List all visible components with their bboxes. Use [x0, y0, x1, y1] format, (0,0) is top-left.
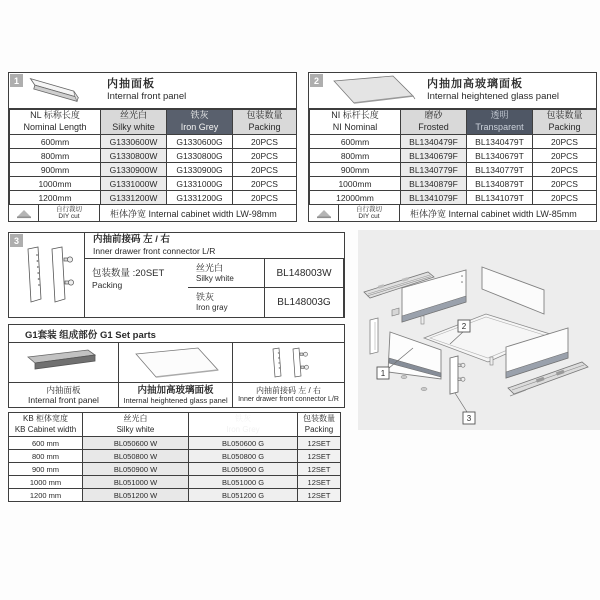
- col-header-transparent: 透明 Transparent: [467, 110, 533, 135]
- g1-set-parts-title: G1套装 组成部份 G1 Set parts: [9, 325, 344, 343]
- exploded-assembly-diagram: [358, 230, 600, 430]
- connector-small-icon: [266, 345, 312, 381]
- cell-packing: 12SET: [298, 463, 341, 476]
- section3-title: 内抽前接码 左 / 右 Inner drawer front connector L/R: [85, 233, 344, 259]
- cell-code-grey: G1330900G: [167, 163, 233, 177]
- section-front-connector: [8, 232, 345, 318]
- cell-code-white: BL050900 W: [83, 463, 189, 476]
- section2-table: [309, 109, 597, 205]
- col-header-packing: 包装数量 Packing: [533, 110, 597, 135]
- cell-code-frosted: BL1340779F: [401, 163, 467, 177]
- cell-packing: 20PCS: [233, 135, 297, 149]
- section1-table: [9, 109, 297, 205]
- part-caption: 内抽面板 Internal front panel: [9, 382, 119, 407]
- diagram-label-3: 3: [466, 414, 472, 423]
- glass-panel-outline-icon: [126, 346, 226, 380]
- table-row: [310, 177, 597, 191]
- diy-cut-icon: [309, 205, 339, 221]
- cell-length: 1000mm: [310, 177, 401, 191]
- cell-code: BL148003W: [265, 259, 344, 288]
- cell-code-frosted: BL1341079F: [401, 191, 467, 205]
- g1-set-parts: [8, 324, 345, 408]
- part-caption: 内抽前接码 左 / 右 Inner drawer front connector L/R: [233, 382, 344, 407]
- kb-cabinet-width-table: [8, 412, 340, 503]
- glass-panel-icon: [327, 74, 419, 107]
- part-image-glass-panel: [119, 343, 233, 382]
- section1-header-row: [10, 110, 297, 135]
- table-row: [10, 191, 297, 205]
- cell-code-white: BL051000 W: [83, 476, 189, 489]
- connector-image: [9, 233, 85, 317]
- cell-code-grey: BL051000 G: [189, 476, 298, 489]
- cell-length: 1200mm: [10, 191, 101, 205]
- cell-code-transparent: BL1341079T: [467, 191, 533, 205]
- table-row: [310, 191, 597, 205]
- cabinet-width-note: 柜体净宽 Internal cabinet width LW-98mm: [110, 208, 277, 219]
- cell-width: 600 mm: [9, 437, 83, 450]
- section-heightened-glass-panel: [308, 72, 597, 222]
- cell-length: 600mm: [10, 135, 101, 149]
- table-row: [10, 163, 297, 177]
- cell-packing: 12SET: [298, 476, 341, 489]
- finish-label-silky-white: 丝光白 Silky white: [188, 259, 265, 288]
- cell-code-white: G1330800W: [101, 149, 167, 163]
- diy-cut-icon: [9, 205, 39, 221]
- section2-title-row: [309, 73, 596, 109]
- section1-title-row: [9, 73, 296, 109]
- cell-width: 1200 mm: [9, 489, 83, 502]
- cell-packing: 20PCS: [533, 177, 597, 191]
- section1-title-cn: 内抽面板: [107, 77, 155, 90]
- diagram-label-1: 1: [380, 369, 386, 378]
- cell-width: 800 mm: [9, 450, 83, 463]
- col-header-nominal: NI 标杆长度 NI Nominal: [310, 110, 401, 135]
- section2-footer: [309, 205, 596, 221]
- finish-label-iron-gray: 铁灰 Iron gray: [188, 288, 265, 317]
- part-image-front-panel: [9, 343, 119, 382]
- bottom-header-row: [9, 413, 341, 437]
- section-number-badge: 2: [310, 74, 323, 87]
- cell-width: 900 mm: [9, 463, 83, 476]
- cell-code-grey: G1331000G: [167, 177, 233, 191]
- cell-packing: 20PCS: [233, 177, 297, 191]
- cell-packing: 20PCS: [533, 163, 597, 177]
- col-header-nominal-length: NL 标称长度 Nominal Length: [10, 110, 101, 135]
- table-row: [310, 149, 597, 163]
- cell-code-transparent: BL1340779T: [467, 163, 533, 177]
- cell-code-white: BL050600 W: [83, 437, 189, 450]
- cell-length: 800mm: [310, 149, 401, 163]
- cell-packing: 20PCS: [533, 191, 597, 205]
- table-row: [10, 135, 297, 149]
- cell-packing: 20PCS: [533, 135, 597, 149]
- cell-packing: 20PCS: [233, 149, 297, 163]
- section1-title-en: Internal front panel: [107, 91, 187, 103]
- table-row: [9, 489, 341, 502]
- section2-title-en: Internal heightened glass panel: [427, 91, 560, 103]
- part-image-connector: [233, 343, 344, 382]
- cell-length: 12000mm: [310, 191, 401, 205]
- cell-length: 600mm: [310, 135, 401, 149]
- cell-code-frosted: BL1340479F: [401, 135, 467, 149]
- cell-packing: 20PCS: [233, 191, 297, 205]
- cell-packing: 12SET: [298, 450, 341, 463]
- section2-header-row: [310, 110, 597, 135]
- front-panel-dark-icon: [22, 348, 106, 378]
- table-row: [9, 463, 341, 476]
- cell-code-white: G1331000W: [101, 177, 167, 191]
- cell-code-white: G1331200W: [101, 191, 167, 205]
- col-header-cabinet-width: KB 柜体宽度 KB Cabinet width: [9, 413, 83, 437]
- cell-length: 800mm: [10, 149, 101, 163]
- cell-code-grey: BL050600 G: [189, 437, 298, 450]
- col-header-packing: 包装数量 Packing: [298, 413, 341, 437]
- cell-packing: 12SET: [298, 489, 341, 502]
- section1-footer: [9, 205, 296, 221]
- cell-width: 1000 mm: [9, 476, 83, 489]
- cell-length: 1000mm: [10, 177, 101, 191]
- diy-cut-label: 自行裁切 DIY cut: [339, 205, 400, 221]
- col-header-iron-grey: 铁灰 Iron Grey: [189, 413, 298, 437]
- cell-code-grey: BL050900 G: [189, 463, 298, 476]
- diagram-label-2: 2: [461, 322, 467, 331]
- cell-code-frosted: BL1340879F: [401, 177, 467, 191]
- front-panel-icon: [27, 75, 93, 107]
- cell-packing: 20PCS: [233, 163, 297, 177]
- table-row: [9, 476, 341, 489]
- cell-code-white: BL051200 W: [83, 489, 189, 502]
- packing-cell: 包装数量 :20SET Packing: [92, 268, 165, 291]
- cell-code-grey: BL050800 G: [189, 450, 298, 463]
- col-header-silky-white: 丝光白 Silky white: [83, 413, 189, 437]
- table-row: [9, 437, 341, 450]
- col-header-iron-grey: 铁灰 Iron Grey: [167, 110, 233, 135]
- cell-code-white: G1330600W: [101, 135, 167, 149]
- cell-code-frosted: BL1340679F: [401, 149, 467, 163]
- col-header-frosted: 磨砂 Frosted: [401, 110, 467, 135]
- table-row: [310, 135, 597, 149]
- col-header-silky-white: 丝光白 Silky white: [101, 110, 167, 135]
- section-number-badge: 1: [10, 74, 23, 87]
- cell-code-grey: BL051200 G: [189, 489, 298, 502]
- cell-code-grey: G1330800G: [167, 149, 233, 163]
- cell-code-grey: G1330600G: [167, 135, 233, 149]
- cell-packing: 12SET: [298, 437, 341, 450]
- cell-code: BL148003G: [265, 288, 344, 317]
- diy-cut-label: 自行裁切 DIY cut: [39, 205, 100, 221]
- cell-code-white: BL050800 W: [83, 450, 189, 463]
- connector-pair-icon: [20, 243, 74, 307]
- cell-code-transparent: BL1340479T: [467, 135, 533, 149]
- cell-length: 900mm: [310, 163, 401, 177]
- col-header-packing: 包装数量 Packing: [233, 110, 297, 135]
- section-internal-front-panel: [8, 72, 297, 222]
- cell-code-grey: G1331200G: [167, 191, 233, 205]
- section-number-badge: 3: [10, 234, 23, 247]
- cell-code-transparent: BL1340879T: [467, 177, 533, 191]
- table-row: [10, 149, 297, 163]
- cell-packing: 20PCS: [533, 149, 597, 163]
- cell-length: 900mm: [10, 163, 101, 177]
- cell-code-transparent: BL1340679T: [467, 149, 533, 163]
- table-row: [9, 450, 341, 463]
- table-row: [310, 163, 597, 177]
- cell-code-white: G1330900W: [101, 163, 167, 177]
- cabinet-width-note: 柜体净宽 Internal cabinet width LW-85mm: [410, 208, 577, 219]
- table-row: [10, 177, 297, 191]
- part-caption: 内抽加高玻璃面板 Internal heightened glass panel: [119, 382, 233, 407]
- drawer-exploded-view: [358, 230, 600, 430]
- section2-title-cn: 内抽加高玻璃面板: [427, 77, 523, 90]
